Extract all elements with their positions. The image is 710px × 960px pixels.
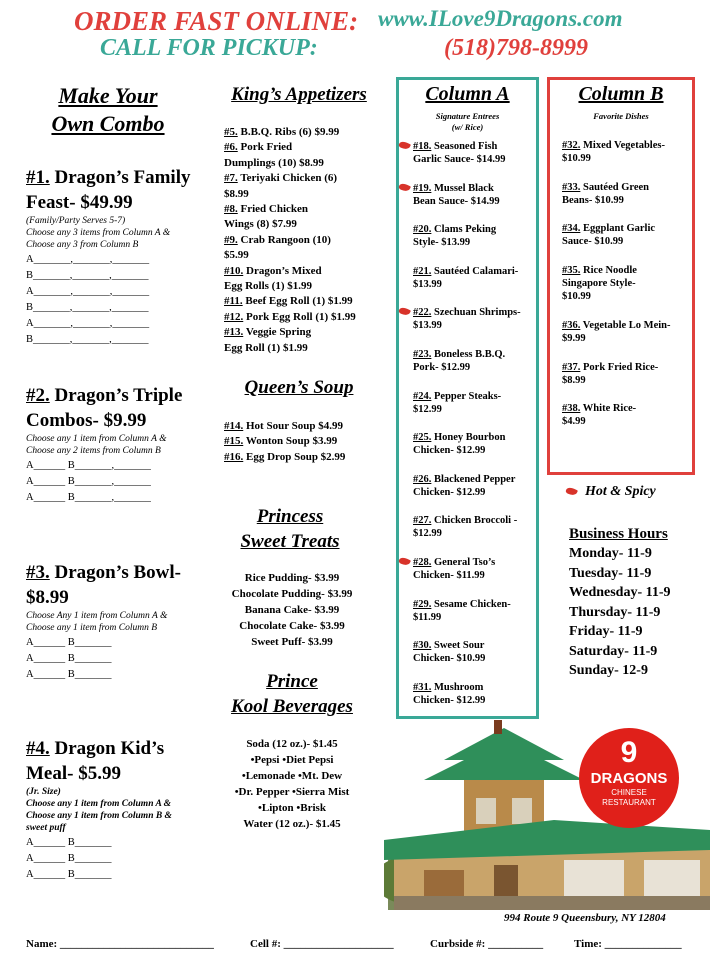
column-b-item-price: $4.99 — [562, 416, 586, 427]
column-a-item-price: $13.99 — [413, 320, 442, 332]
combo-1-blank-line[interactable]: B_______,_______,_______ — [26, 302, 149, 313]
appetizer-line — [224, 248, 394, 263]
appetizer-text: Crab Rangoon (10) — [240, 233, 331, 246]
column-a-item-number: #20. — [413, 224, 432, 236]
appetizer-line — [224, 140, 394, 155]
sweet-item: Chocolate Pudding- $3.99 — [231, 588, 353, 600]
beverages-title-line1: Prince — [266, 671, 318, 692]
sweets-title-line2: Sweet Treats — [240, 531, 340, 552]
combo-3-blank-line[interactable]: A______ B_______ — [26, 669, 112, 680]
soup-number: #14. — [224, 420, 244, 432]
cell-field[interactable] — [250, 938, 394, 950]
combo-1-blank-line[interactable]: A_______,_______,_______ — [26, 286, 150, 297]
combo-1 — [26, 165, 216, 348]
column-b-item-number: #35. — [562, 264, 581, 276]
logo-sub: CHINESE — [611, 788, 647, 797]
column-a-item — [399, 265, 536, 307]
column-a-item — [399, 140, 536, 182]
hot-pepper-icon — [398, 556, 411, 567]
soup-line — [224, 419, 394, 434]
website-link[interactable]: www.ILove9Dragons.com — [378, 6, 623, 31]
appetizer-number: #10. — [224, 264, 244, 277]
time-field[interactable] — [574, 938, 682, 950]
column-a-item-name: Seasoned Fish — [431, 141, 498, 152]
column-a-item-price: Chicken- $12.99 — [413, 486, 486, 498]
combo-4-title — [26, 736, 216, 786]
column-a-item — [399, 556, 536, 598]
combo-4-blank-line[interactable]: A______ B_______ — [26, 853, 112, 864]
appetizer-line — [224, 294, 394, 309]
column-a-item-number: #23. — [413, 348, 432, 360]
combo-3-price: $8.99 — [26, 587, 69, 608]
column-a-item — [399, 223, 536, 265]
beverage-item: •Pepsi •Diet Pepsi — [250, 754, 334, 766]
combo-4-name: Dragon Kid’s — [49, 738, 165, 759]
column-a-item-price: $13.99 — [413, 278, 442, 290]
soup-line — [224, 450, 394, 465]
name-label: Name: — [26, 938, 60, 950]
appetizer-number: #5. — [224, 126, 238, 138]
soup-title: Queen’s Soup — [244, 377, 354, 398]
appetizer-line — [224, 310, 394, 325]
combo-2-blank-line[interactable]: A______ B_______,_______ — [26, 476, 151, 487]
combo-1-number: #1. — [26, 167, 50, 188]
column-a-item-price: Chicken- $12.99 — [413, 445, 486, 457]
combo-4-number: #4. — [26, 738, 50, 759]
column-a-item — [399, 182, 536, 224]
column-b-item-number: #38. — [562, 403, 581, 414]
column-a-item-name: Sweet Sour — [431, 640, 485, 652]
column-a-item-name: Honey Bourbon — [431, 432, 506, 444]
restaurant-logo — [579, 728, 679, 828]
curbside-input-line[interactable]: __________ — [488, 938, 544, 950]
combo-3-note: Choose any 1 item from Column B — [26, 623, 158, 633]
beverages-title — [210, 669, 374, 719]
column-a-item-number: #25. — [413, 432, 432, 444]
appetizer-line — [224, 217, 394, 232]
combo-3-name: Dragon’s Bowl- — [49, 562, 181, 583]
column-a-item-price: Bean Sauce- $14.99 — [413, 195, 500, 207]
logo-sub2: RESTAURANT — [602, 798, 656, 807]
column-b-item-number: #37. — [562, 361, 581, 373]
combo-4-note: (Jr. Size) — [26, 787, 61, 797]
column-a-item-number: #28. — [413, 556, 432, 568]
combo-3-title — [26, 560, 216, 610]
column-a-item-number: #19. — [413, 182, 432, 194]
combo-2-number: #2. — [26, 385, 50, 406]
combo-4-price: Meal- $5.99 — [26, 763, 121, 784]
column-b-item — [550, 181, 692, 223]
soup-list — [224, 419, 394, 465]
beverage-item: •Lipton •Brisk — [258, 802, 326, 814]
column-a-item-price: $12.99 — [413, 403, 442, 415]
combo-1-blank-line[interactable]: B_______,_______,_______ — [26, 334, 149, 345]
combo-1-blank-line[interactable]: B_______,_______,_______ — [26, 270, 149, 281]
name-input-line[interactable]: ____________________________ — [59, 938, 214, 950]
combo-4-blank-line[interactable]: A______ B_______ — [26, 869, 112, 880]
column-a-item — [399, 306, 536, 348]
hours-day: Monday- 11-9 — [569, 546, 652, 561]
column-b-title: Column B — [578, 83, 664, 105]
column-a-box — [396, 77, 539, 719]
appetizer-line — [224, 125, 394, 140]
column-b-item-number: #34. — [562, 223, 581, 234]
combo-1-note: Choose any 3 from Column B — [26, 240, 139, 250]
curbside-label: Curbside #: — [430, 938, 489, 950]
column-a-item-name: Chicken Broccoli - — [431, 515, 518, 527]
combo-1-note: Choose any 3 items from Column A & — [26, 228, 171, 238]
hours-day: Saturday- 11-9 — [569, 643, 658, 659]
soup-number: #16. — [224, 450, 244, 463]
appetizer-line — [224, 156, 394, 171]
column-a-item-name: Clams Peking — [431, 224, 497, 236]
business-hours — [569, 524, 671, 681]
appetizer-number: #9. — [224, 233, 238, 246]
sweet-item: Banana Cake- $3.99 — [244, 604, 340, 616]
column-b-item-name: Eggplant Garlic — [580, 223, 656, 234]
column-b-item — [550, 222, 692, 264]
appetizer-line — [224, 202, 394, 217]
column-b-item-price: $8.99 — [562, 374, 586, 386]
appetizer-text: Wings (8) $7.99 — [224, 218, 297, 231]
appetizer-number: #8. — [224, 203, 238, 216]
sweets-list — [212, 570, 372, 650]
column-b-item-name: White Rice- — [580, 403, 637, 414]
column-b-item-name: Rice Noodle — [580, 264, 637, 276]
hours-day: Tuesday- 11-9 — [569, 565, 652, 581]
column-a-title: Column A — [425, 83, 510, 105]
combo-title-line2: Own Combo — [51, 111, 165, 136]
column-a-item-name: Mussel Black — [431, 182, 494, 194]
combo-1-blank-line[interactable]: A_______,_______,_______ — [26, 254, 150, 265]
appetizer-line — [224, 171, 394, 186]
column-a-item-price: Chicken- $11.99 — [413, 569, 485, 581]
column-a-item-price: Chicken- $12.99 — [413, 694, 486, 706]
column-b-item-number: #33. — [562, 181, 581, 193]
column-b-item-price: $9.99 — [562, 333, 586, 344]
hours-title: Business Hours — [569, 526, 668, 542]
spicy-legend-label: Hot & Spicy — [585, 484, 656, 499]
combo-2-name: Dragon’s Triple — [49, 385, 183, 406]
appetizer-line — [224, 187, 394, 202]
call-pickup-heading: CALL FOR PICKUP: — [100, 35, 318, 61]
time-label: Time: — [574, 938, 605, 950]
combo-1-blank-line[interactable]: A_______,_______,_______ — [26, 318, 150, 329]
column-a-item-price: Pork- $12.99 — [413, 361, 471, 373]
hot-pepper-icon — [398, 182, 411, 193]
column-a-item-name: Pepper Steaks- — [431, 390, 502, 402]
sweets-title — [212, 504, 368, 554]
column-a-item-number: #30. — [413, 640, 432, 652]
column-b-item-name: Vegetable Lo Mein- — [580, 320, 671, 331]
column-a-item-number: #31. — [413, 681, 432, 693]
combo-4-blank-line[interactable]: A______ B_______ — [26, 837, 112, 848]
appetizer-text: Egg Roll (1) $1.99 — [224, 341, 308, 354]
column-a-item — [399, 390, 536, 432]
appetizer-line — [224, 325, 394, 340]
column-a-item-number: #24. — [413, 390, 432, 402]
appetizer-number: #12. — [224, 310, 244, 323]
beverage-item: •Dr. Pepper •Sierra Mist — [234, 786, 350, 798]
hours-day: Friday- 11-9 — [569, 624, 643, 639]
order-online-heading: ORDER FAST ONLINE: — [74, 6, 359, 36]
logo-number: 9 — [620, 736, 638, 769]
appetizers-title: King’s Appetizers — [231, 84, 367, 105]
appetizer-number: #13. — [224, 326, 244, 339]
appetizer-text: $8.99 — [224, 187, 249, 200]
phone-number[interactable]: (518)798-8999 — [444, 35, 588, 61]
column-a-item-number: #27. — [413, 515, 432, 527]
combo-title — [18, 82, 198, 138]
combo-2-note: Choose any 2 items from Column B — [26, 446, 161, 456]
combo-2-blank-line[interactable]: A______ B_______,_______ — [26, 460, 151, 471]
beverage-item: Water (12 oz.)- $1.45 — [243, 818, 341, 830]
combo-3-note: Choose Any 1 item from Column A & — [26, 611, 168, 621]
combo-2-note: Choose any 1 item from Column A & — [26, 434, 167, 444]
column-b-item-price: Singapore Style- — [562, 277, 636, 289]
column-b-item-price: Beans- $10.99 — [562, 194, 624, 206]
appetizer-line — [224, 279, 394, 294]
appetizer-text: Dumplings (10) $8.99 — [224, 156, 324, 169]
hot-pepper-icon — [398, 140, 411, 151]
column-a-sub2: (w/ Rice) — [451, 122, 484, 132]
column-a-item — [399, 348, 536, 390]
combo-1-name: Dragon’s Family — [49, 167, 191, 188]
soup-line — [224, 434, 394, 449]
cell-label: Cell #: — [250, 938, 284, 950]
soup-text: Wonton Soup $3.99 — [245, 435, 338, 448]
appetizer-text: Teriyaki Chicken (6) — [240, 172, 338, 185]
hot-pepper-icon — [398, 306, 411, 317]
sweet-item: Chocolate Cake- $3.99 — [239, 620, 345, 632]
combo-4-note: Choose any 1 item from Column B & — [26, 811, 172, 821]
hours-day: Thursday- 11-9 — [569, 604, 661, 620]
hours-day: Sunday- 12-9 — [569, 663, 648, 678]
combo-1-title — [26, 165, 216, 215]
curbside-field[interactable] — [430, 938, 543, 950]
combo-3 — [26, 560, 216, 683]
column-a-item — [399, 681, 536, 723]
combo-1-price: Feast- $49.99 — [26, 192, 133, 213]
hot-pepper-icon — [565, 486, 578, 497]
time-input-line[interactable]: ______________ — [604, 938, 682, 950]
combo-4-note: Choose any 1 item from Column A & — [26, 799, 172, 809]
appetizer-text: Pork Egg Roll (1) $1.99 — [246, 310, 356, 323]
hours-day: Wednesday- 11-9 — [569, 585, 671, 600]
appetizer-text: B.B.Q. Ribs (6) $9.99 — [240, 126, 340, 138]
beverages-title-line2: Kool Beverages — [231, 696, 353, 717]
combo-section — [18, 82, 198, 138]
appetizer-line — [224, 233, 394, 248]
column-a-item-number: #29. — [413, 598, 432, 610]
column-a-item — [399, 514, 536, 556]
column-b-item — [550, 139, 692, 181]
appetizer-text: Fried Chicken — [240, 203, 309, 216]
appetizer-line — [224, 264, 394, 279]
restaurant-building-image — [384, 720, 710, 910]
combo-title-line1: Make Your — [58, 83, 158, 108]
column-a-item-number: #22. — [413, 307, 432, 319]
name-field[interactable] — [26, 938, 214, 950]
appetizer-text: Pork Fried — [240, 141, 293, 154]
column-a-item-name: Boneless B.B.Q. — [431, 348, 506, 360]
column-b-list — [550, 139, 692, 444]
column-a-item-price: Chicken- $10.99 — [413, 653, 486, 665]
column-a-item-price: $12.99 — [413, 528, 442, 540]
column-a-list — [399, 140, 536, 722]
column-a-item-name: Mushroom — [431, 681, 484, 693]
column-a-item-name: Szechuan Shrimps- — [431, 307, 521, 319]
appetizer-text: Egg Rolls (1) $1.99 — [224, 280, 312, 293]
column-a-item-price: $11.99 — [413, 611, 442, 623]
column-a-item — [399, 431, 536, 473]
column-b-box — [547, 77, 695, 475]
address: 994 Route 9 Queensbury, NY 12804 — [504, 912, 666, 924]
appetizer-number: #7. — [224, 172, 238, 185]
cell-input-line[interactable]: ____________________ — [283, 938, 394, 950]
appetizer-text: $5.99 — [224, 249, 249, 262]
appetizer-text: Dragon’s Mixed — [246, 264, 322, 277]
column-a-item-number: #21. — [413, 265, 432, 277]
beverage-item: •Lemonade •Mt. Dew — [241, 770, 343, 782]
soup-text: Egg Drop Soup $2.99 — [246, 450, 346, 463]
column-b-item-name: Pork Fried Rice- — [580, 361, 659, 373]
column-a-item-name: General Tso’s — [431, 556, 496, 568]
soup-text: Hot Sour Soup $4.99 — [246, 420, 343, 432]
column-b-subtitle: Favorite Dishes — [593, 111, 649, 121]
logo-name: DRAGONS — [590, 770, 668, 787]
combo-2 — [26, 383, 216, 506]
column-a-item-name: Sautéed Calamari- — [431, 265, 519, 277]
column-b-item-price: Sauce- $10.99 — [562, 236, 624, 247]
column-b-item — [550, 319, 692, 361]
column-a-item-price: Garlic Sauce- $14.99 — [413, 154, 506, 165]
combo-3-blank-line[interactable]: A______ B_______ — [26, 653, 112, 664]
column-b-item-number: #36. — [562, 320, 581, 331]
appetizers-list — [224, 125, 394, 356]
spicy-legend — [566, 482, 656, 500]
appetizer-number: #6. — [224, 141, 238, 154]
column-a-subtitle — [399, 111, 536, 133]
appetizer-text: Beef Egg Roll (1) $1.99 — [245, 295, 353, 308]
combo-2-title — [26, 383, 216, 433]
combo-3-number: #3. — [26, 562, 50, 583]
column-a-item-name: Sesame Chicken- — [431, 598, 511, 610]
appetizer-text: Veggie Spring — [245, 326, 312, 339]
sweets-title-line1: Princess — [256, 506, 324, 527]
combo-4 — [26, 736, 216, 883]
column-b-item-number: #32. — [562, 140, 581, 151]
column-b-item-price: $10.99 — [562, 290, 591, 302]
beverage-item: Soda (12 oz.)- $1.45 — [246, 738, 338, 750]
hours-list — [569, 544, 671, 681]
column-a-item-price: Style- $13.99 — [413, 237, 471, 249]
soup-number: #15. — [224, 435, 244, 448]
sweet-item: Sweet Puff- $3.99 — [251, 636, 333, 648]
sweet-item: Rice Pudding- $3.99 — [244, 572, 340, 584]
combo-1-note: (Family/Party Serves 5-7) — [26, 216, 126, 226]
combo-2-price: Combos- $9.99 — [26, 410, 147, 431]
combo-3-blank-line[interactable]: A______ B_______ — [26, 637, 112, 648]
column-b-item — [550, 361, 692, 403]
appetizer-number: #11. — [224, 295, 243, 308]
column-a-item — [399, 598, 536, 640]
column-a-sub1: Signature Entrees — [435, 111, 500, 121]
column-b-item-name: Mixed Vegetables- — [580, 140, 665, 151]
column-a-item-number: #18. — [413, 141, 432, 152]
column-b-item-price: $10.99 — [562, 153, 591, 164]
appetizer-line — [224, 341, 394, 356]
combo-4-note: sweet puff — [26, 823, 66, 833]
combo-2-blank-line[interactable]: A______ B_______,_______ — [26, 492, 151, 503]
column-a-item-name: Blackened Pepper — [431, 473, 516, 485]
beverages-list — [208, 736, 376, 832]
column-a-item — [399, 639, 536, 681]
column-b-item-name: Sautéed Green — [580, 181, 650, 193]
column-b-item — [550, 402, 692, 444]
column-a-item — [399, 473, 536, 515]
column-a-item-number: #26. — [413, 473, 432, 485]
column-b-item — [550, 264, 692, 320]
